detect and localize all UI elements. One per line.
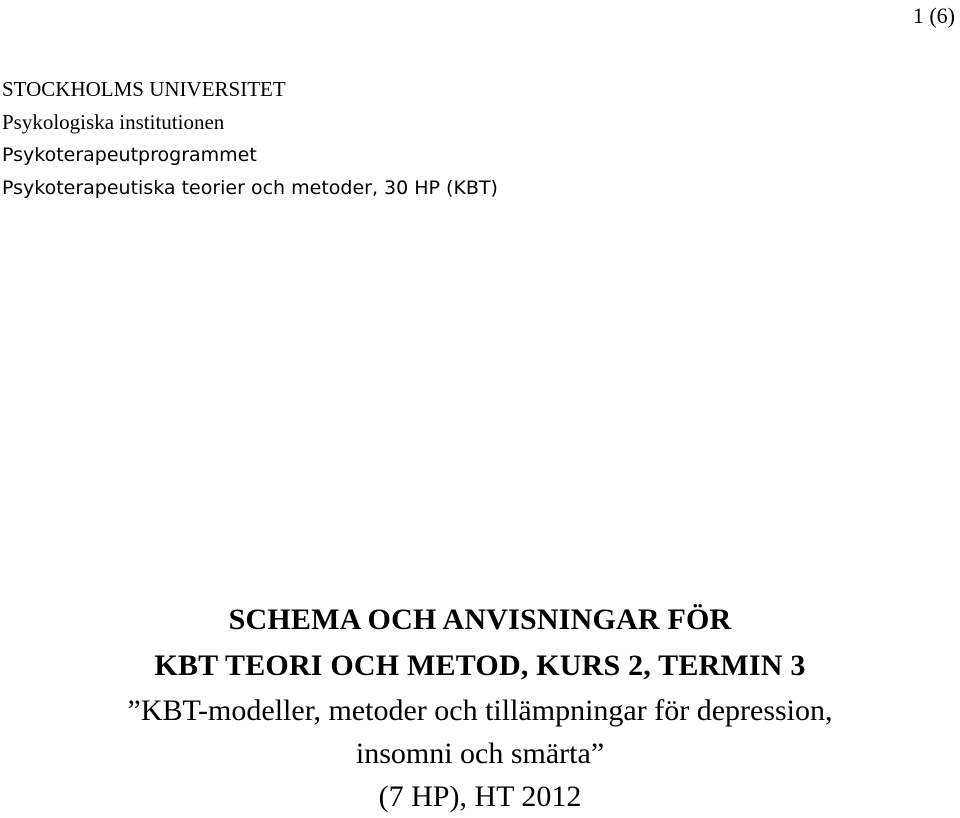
university-name: STOCKHOLMS UNIVERSITET [2, 77, 286, 101]
title-line-2: KBT TEORI OCH METOD, KURS 2, TERMIN 3 [154, 649, 806, 682]
title-line-4: insomni och smärta” [355, 737, 605, 770]
document-title [0, 597, 960, 818]
document-header [2, 73, 498, 205]
title-line-5: (7 HP), HT 2012 [378, 780, 582, 813]
title-line-1: SCHEMA OCH ANVISNINGAR FÖR [228, 603, 732, 636]
course-name: Psykoterapeutiska teorier och metoder, 30 HP (KBT) [2, 177, 498, 199]
page-number: 1 (6) [912, 3, 955, 28]
department-name: Psykologiska institutionen [2, 110, 225, 134]
title-line-3: ”KBT-modeller, metoder och tillämpningar för depression, [127, 694, 833, 727]
program-name: Psykoterapeutprogrammet [2, 144, 257, 166]
